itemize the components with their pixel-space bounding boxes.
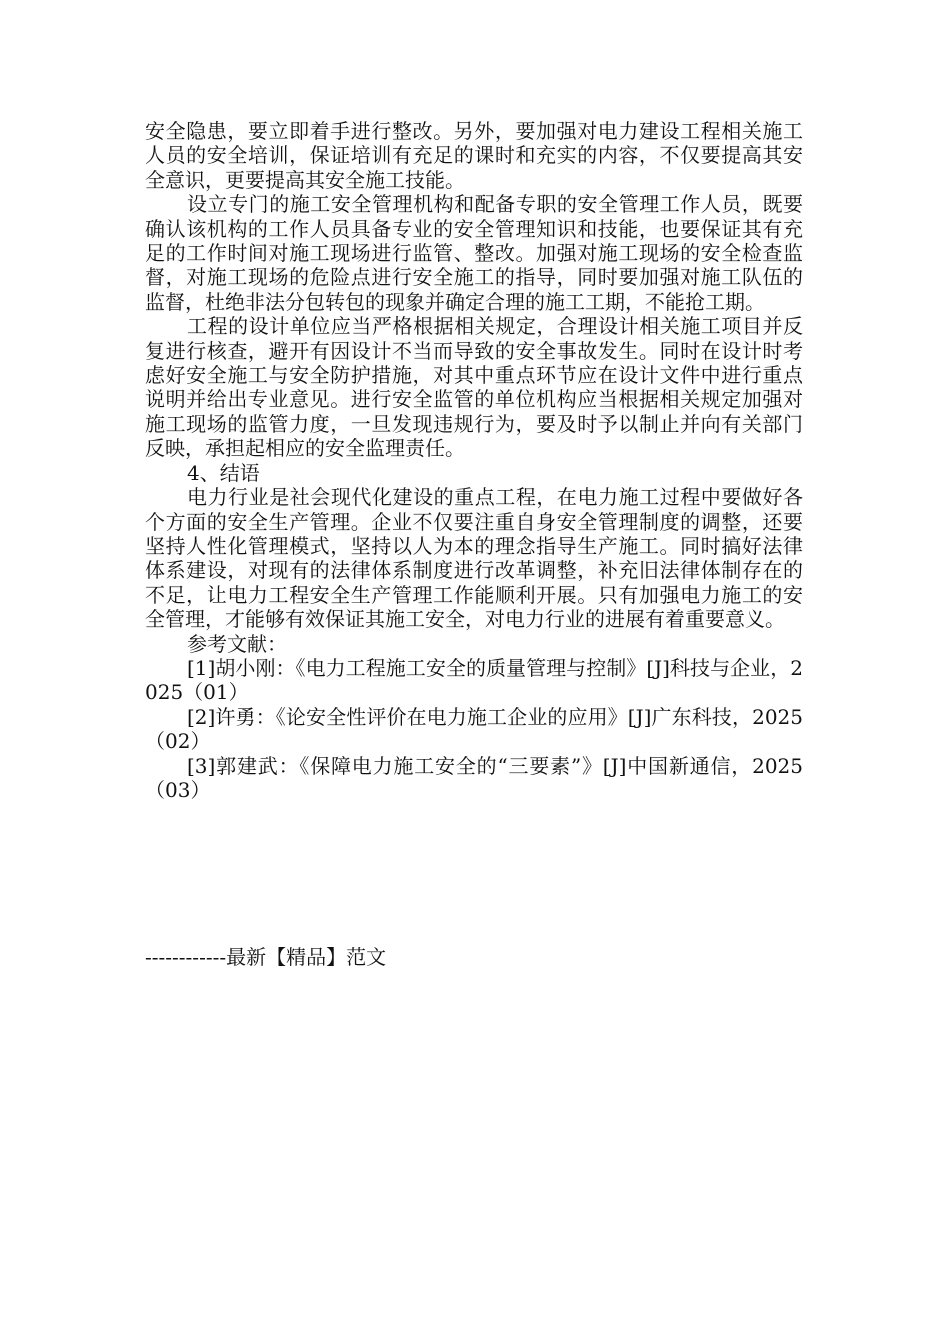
- body-paragraph: 安全隐患，要立即着手进行整改。另外，要加强对电力建设工程相关施工人员的安全培训，保证培训有充足的课时和充实的内容，不仅要提高其安全意识，更要提高其安全施工技能。: [145, 119, 803, 192]
- reference-item: [3]郭建武：《保障电力施工安全的“三要素”》[J]中国新通信，2025（03）: [145, 753, 803, 802]
- body-paragraph: 工程的设计单位应当严格根据相关规定，合理设计相关施工项目并反复进行核查，避开有因设计不当而导致的安全事故发生。同时在设计时考虑好安全施工与安全防护措施，对其中重点环节应在设计文件中进行重点说明并给出专业意见。进行安全监管的单位机构应当根据相关规定加强对施工现场的监管力度，一旦发现违规行为，要及时予以制止并向有关部门反映，承担起相应的安全监理责任。: [145, 314, 803, 461]
- reference-item: [1]胡小刚：《电力工程施工安全的质量管理与控制》[J]科技与企业，2025（01）: [145, 655, 803, 705]
- reference-item: [2]许勇：《论安全性评价在电力施工企业的应用》[J]广东科技，2025（02）: [145, 704, 803, 754]
- conclusion-paragraph: 电力行业是社会现代化建设的重点工程，在电力施工过程中要做好各个方面的安全生产管理。企业不仅要注重自身安全管理制度的调整，还要坚持人性化管理模式，坚持以人为本的理念指导生产施工。同时搞好法律体系建设，对现有的法律体系制度进行改革调整，补充旧法律体制存在的不足，让电力工程安全生产管理工作能顺利开展。只有加强电力施工的安全管理，才能够有效保证其施工安全，对电力行业的进展有着重要意义。: [145, 485, 803, 632]
- body-paragraph: 设立专门的施工安全管理机构和配备专职的安全管理工作人员，既要确认该机构的工作人员具备专业的安全管理知识和技能，也要保证其有充足的工作时间对施工现场进行监管、整改。加强对施工现场的安全检查监督，对施工现场的危险点进行安全施工的指导，同时要加强对施工队伍的监督，杜绝非法分包转包的现象并确定合理的施工工期，不能抢工期。: [145, 192, 803, 314]
- document-body: [145, 119, 803, 802]
- references-heading: 参考文献：: [187, 631, 287, 656]
- footer-label: ------------最新【精品】范文: [145, 945, 387, 969]
- section-heading: 4、结语: [187, 460, 260, 485]
